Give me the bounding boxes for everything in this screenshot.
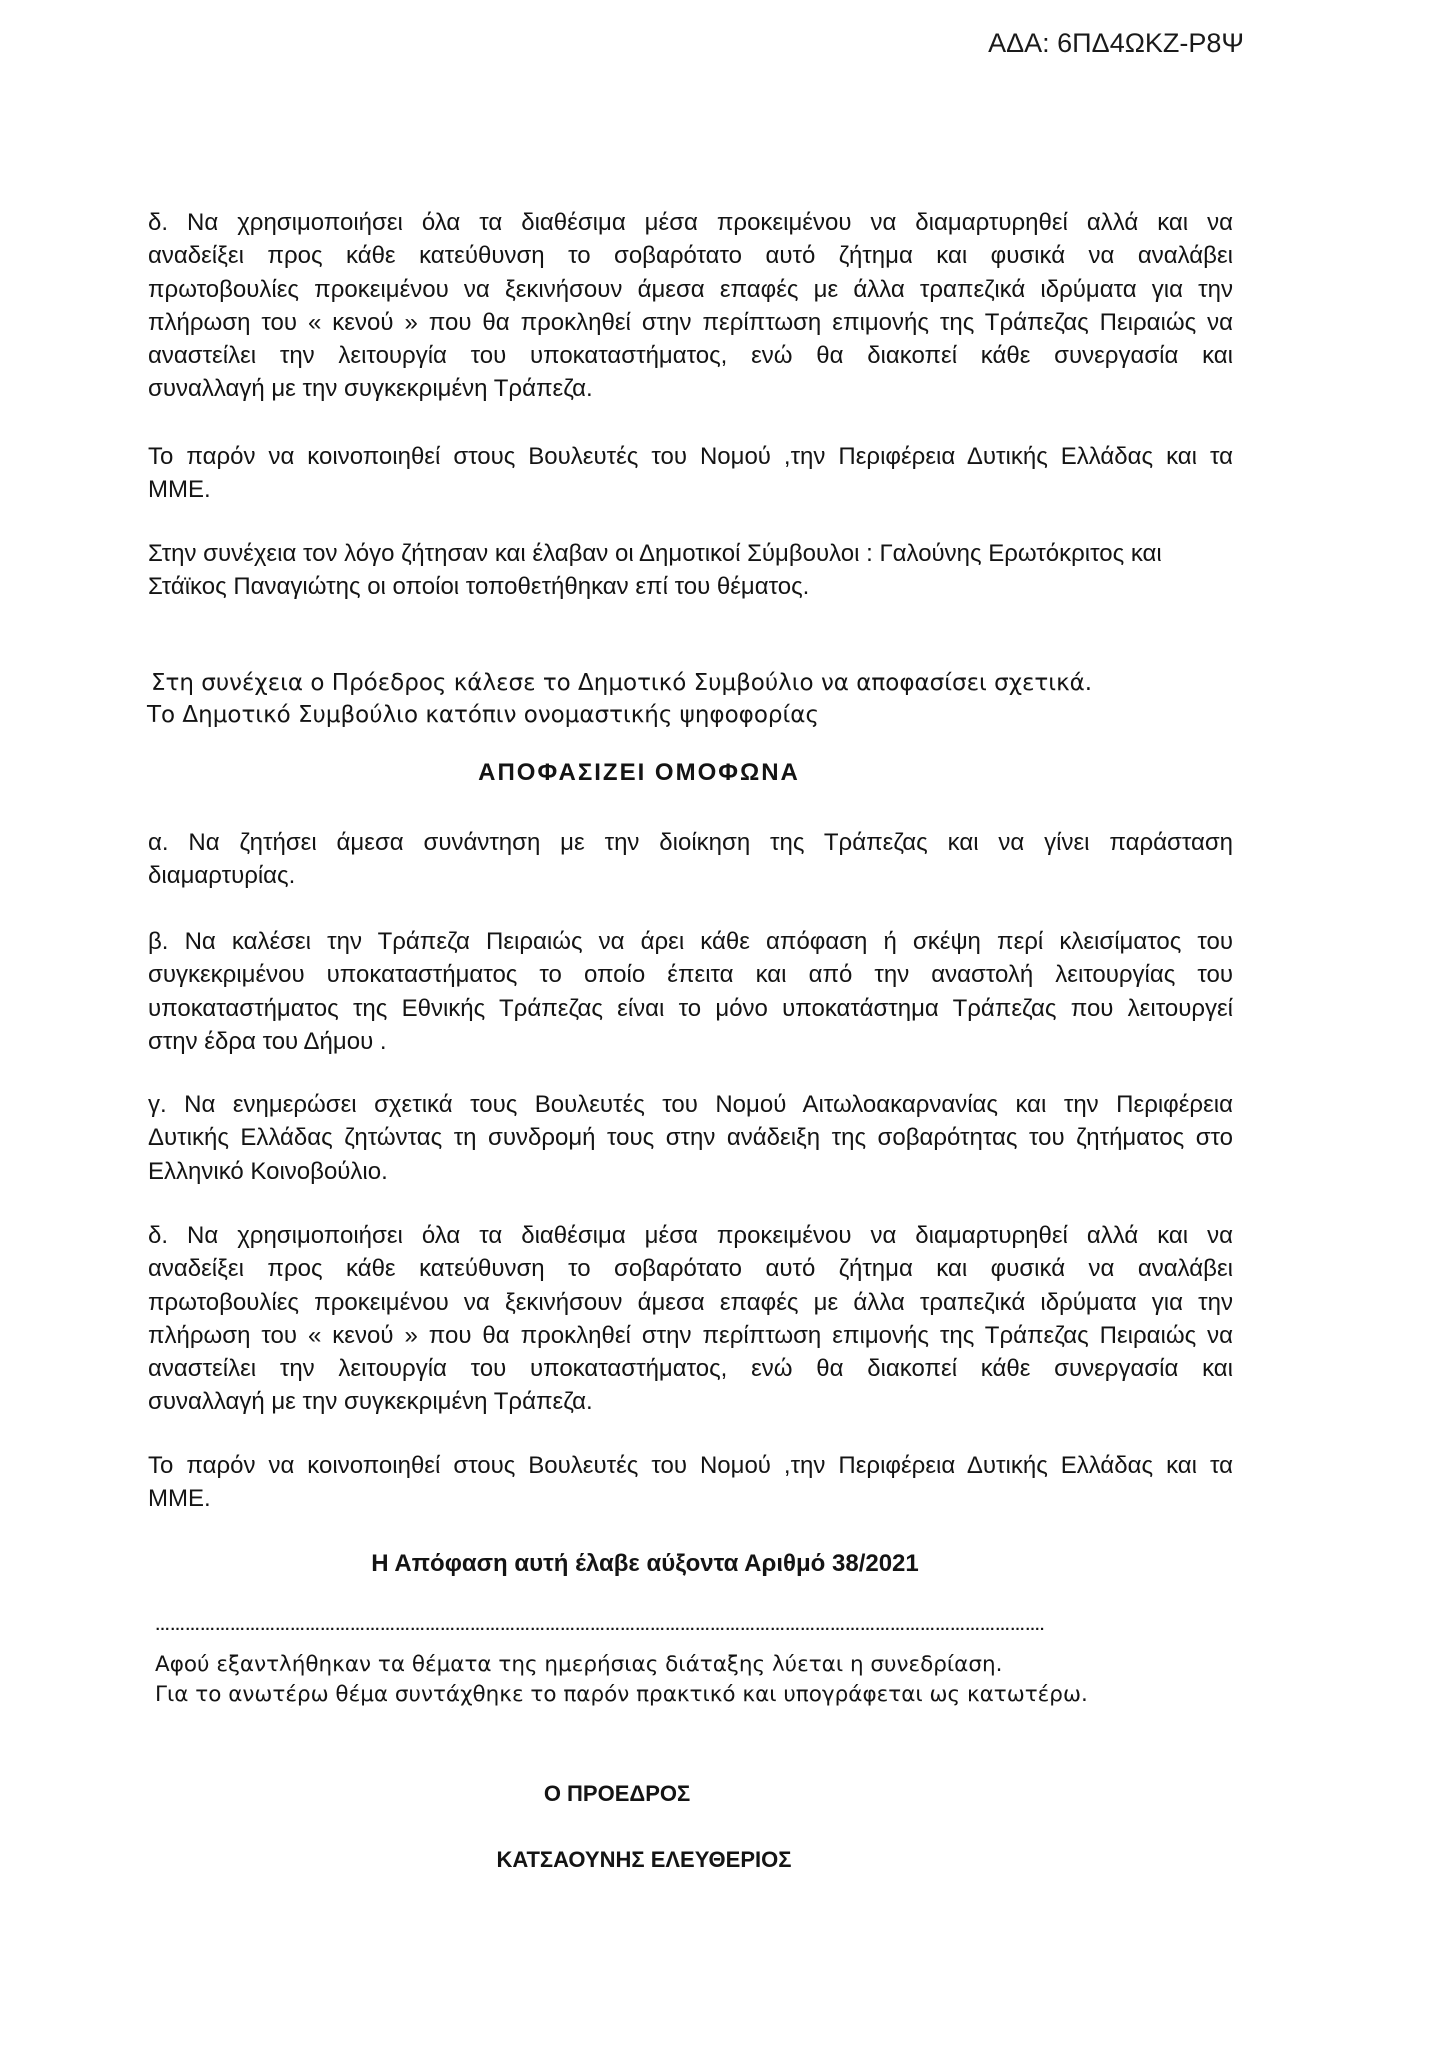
paragraph-line: Στη συνέχεια ο Πρόεδρος κάλεσε το Δημοτικό Συμβούλιο να αποφασίσει σχετικά. xyxy=(151,670,1093,696)
paragraph-line: Δυτικής Ελλάδας ζητώντας τη συνδρομή τους στην ανάδειξη της σοβαρότητας του ζητήματος στο xyxy=(148,1124,1233,1152)
paragraph-line: πρωτοβουλίες προκειμένου να ξεκινήσουν άμεσα επαφές με άλλα τραπεζικά ιδρύματα για την xyxy=(148,275,1233,303)
paragraph-line: Το παρόν να κοινοποιηθεί στους Βουλευτές του Νομού ,την Περιφέρεια Δυτικής Ελλάδας και τα xyxy=(148,1452,1233,1479)
paragraph-line: α. Να ζητήσει άμεσα συνάντηση με την διοίκηση της Τράπεζας και να γίνει παράσταση xyxy=(148,829,1233,856)
signature-role: Ο ΠΡΟΕΔΡΟΣ xyxy=(543,1781,691,1806)
paragraph-line: δ. Να χρησιμοποιήσει όλα τα διαθέσιμα μέσα προκειμένου να διαμαρτυρηθεί αλλά και να xyxy=(148,1222,1233,1249)
paragraph-line: συγκεκριμένου υποκαταστήματος το οποίο έπειτα και από την αναστολή λειτουργίας του xyxy=(148,961,1233,989)
decision-heading: ΑΠΟΦΑΣΙΖΕΙ ΟΜΟΦΩΝΑ xyxy=(478,759,800,786)
paragraph-line: Στην συνέχεια τον λόγο ζήτησαν και έλαβαν οι Δημοτικοί Σύμβουλοι : Γαλούνης Ερωτόκριτος και xyxy=(148,540,1162,567)
decision-item-c xyxy=(148,1088,1233,1188)
paragraph-line: Αφού εξαντλήθηκαν τα θέματα της ημερήσιας διάταξης λύεται η συνεδρίαση. xyxy=(155,1652,1003,1677)
paragraph-line: Το Δημοτικό Συμβούλιο κατόπιν ονομαστικής ψηφοφορίας xyxy=(147,701,819,728)
decision-item-d xyxy=(148,1219,1233,1419)
decision-item-a xyxy=(148,826,1233,893)
paragraph-line: πλήρωση του « κενού » που θα προκληθεί στην περίπτωση επιμονής της Τράπεζας Πειραιώς να xyxy=(148,308,1233,336)
ada-code: ΑΔΑ: 6ΠΔ4ΩΚΖ-Ρ8Ψ xyxy=(988,28,1244,58)
speakers-paragraph xyxy=(148,537,1233,604)
paragraph-line: πρωτοβουλίες προκειμένου να ξεκινήσουν άμεσα επαφές με άλλα τραπεζικά ιδρύματα για την xyxy=(148,1288,1233,1316)
paragraph-line: Το παρόν να κοινοποιηθεί στους Βουλευτές του Νομού ,την Περιφέρεια Δυτικής Ελλάδας και τα xyxy=(148,443,1233,470)
paragraph-line: γ. Να ενημερώσει σχετικά τους Βουλευτές του Νομού Αιτωλοακαρνανίας και την Περιφέρεια xyxy=(148,1091,1233,1118)
paragraph-line: β. Να καλέσει την Τράπεζα Πειραιώς να άρει κάθε απόφαση ή σκέψη περί κλεισίματος του xyxy=(148,928,1233,955)
paragraph-line: συναλλαγή με την συγκεκριμένη Τράπεζα. xyxy=(148,375,593,403)
paragraph-line: αναστείλει την λειτουργία του υποκαταστήματος, ενώ θα διακοπεί κάθε συνεργασία και xyxy=(148,1355,1233,1383)
vote-paragraph xyxy=(147,668,1247,731)
paragraph-line: Για το ανωτέρω θέμα συντάχθηκε το παρόν πρακτικό και υπογράφεται ως κατωτέρω. xyxy=(155,1682,1088,1707)
decision-item-b xyxy=(148,925,1233,1058)
decision-number: Η Απόφαση αυτή έλαβε αύξοντα Αριθμό 38/2021 xyxy=(371,1550,919,1577)
paragraph-line: πλήρωση του « κενού » που θα προκληθεί στην περίπτωση επιμονής της Τράπεζας Πειραιώς να xyxy=(148,1321,1233,1349)
paragraph-line: Ελληνικό Κοινοβούλιο. xyxy=(148,1157,388,1185)
intro-item-d-paragraph xyxy=(148,206,1233,406)
paragraph-line: στην έδρα του Δήμου . xyxy=(148,1027,387,1055)
dotted-separator: ……………………………………………………………………………………………………………………………………………………………. xyxy=(155,1617,1045,1634)
paragraph-line: υποκαταστήματος της Εθνικής Τράπεζας είναι το μόνο υποκατάστημα Τράπεζας που λειτουργεί xyxy=(148,994,1233,1022)
paragraph-line: Στάϊκος Παναγιώτης οι οποίοι τοποθετήθηκαν επί του θέματος. xyxy=(148,573,810,601)
paragraph-line: ΜΜΕ. xyxy=(148,1485,211,1513)
paragraph-line: ΜΜΕ. xyxy=(148,476,211,504)
paragraph-line: αναστείλει την λειτουργία του υποκαταστήματος, ενώ θα διακοπεί κάθε συνεργασία και xyxy=(148,342,1233,370)
signature-name: ΚΑΤΣΑΟΥΝΗΣ ΕΛΕΥΘΕΡΙΟΣ xyxy=(496,1847,792,1872)
paragraph-line: δ. Να χρησιμοποιήσει όλα τα διαθέσιμα μέσα προκειμένου να διαμαρτυρηθεί αλλά και να xyxy=(148,209,1233,236)
intro-notify-paragraph xyxy=(148,440,1233,507)
paragraph-line: συναλλαγή με την συγκεκριμένη Τράπεζα. xyxy=(148,1388,593,1416)
paragraph-line: αναδείξει προς κάθε κατεύθυνση το σοβαρότατο αυτό ζήτημα και φυσικά να αναλάβει xyxy=(148,1255,1233,1283)
decision-notify-paragraph xyxy=(148,1449,1233,1516)
closing-paragraph xyxy=(155,1650,1205,1710)
paragraph-line: αναδείξει προς κάθε κατεύθυνση το σοβαρότατο αυτό ζήτημα και φυσικά να αναλάβει xyxy=(148,242,1233,270)
paragraph-line: διαμαρτυρίας. xyxy=(148,862,296,890)
